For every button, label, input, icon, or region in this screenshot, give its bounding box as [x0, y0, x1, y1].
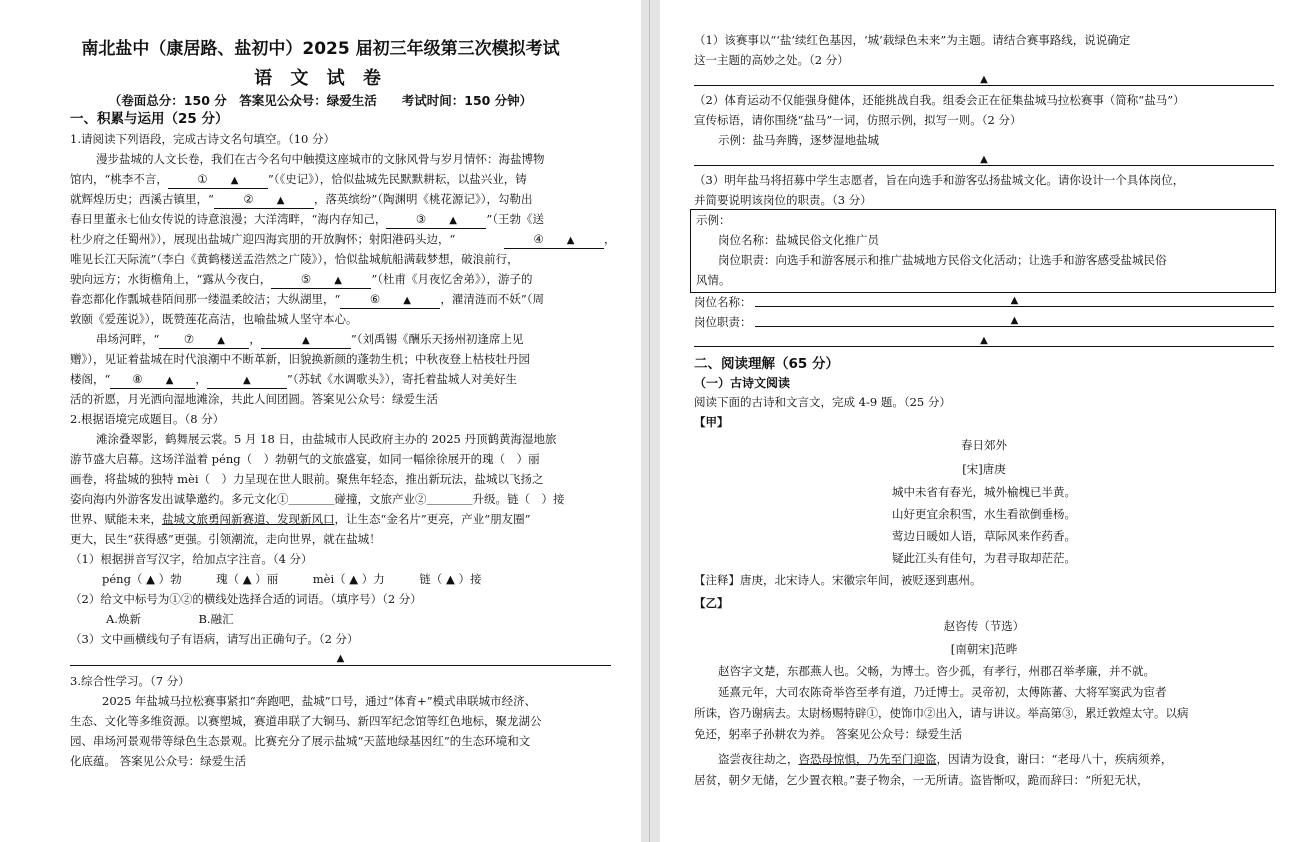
answer-mark: ▲: [980, 335, 988, 346]
q1-line: 馆内，“桃李不言， ① ▲ ”（《史记》），恰似盐城先民默默耕耘，以盐兴业，铸: [70, 171, 527, 189]
q2-line: 画卷，将盐城的独特 mèi（ ）力呈现在世人眼前。聚焦年轻态，推出新玩法，盐城以飞扬之: [70, 472, 544, 486]
answer-line[interactable]: [694, 346, 1274, 347]
blank-5[interactable]: ⑤ ▲: [271, 272, 371, 289]
q1-line: ④ ▲ ，: [504, 231, 616, 249]
q3-2-line: （2）体育运动不仅能强身健体，还能挑战自我。组委会正在征集盐城马拉松赛事（简称“盐马”）: [694, 93, 1185, 107]
answer-line[interactable]: [70, 665, 611, 666]
blank-7b[interactable]: ▲: [261, 332, 351, 349]
q2-line: 世界、赋能未来，盐城文旅勇闯新赛道、发现新风口，让生态“金名片”更亮，产业“朋友圈”: [70, 512, 531, 526]
q2-sub3: （3）文中画横线句子有语病，请写出正确句子。（2 分）: [70, 632, 359, 646]
q1-line: 漫步盐城的人文长卷，我们在古今名句中触摸这座城市的文脉风骨与岁月情怀：海盐博物: [96, 152, 545, 166]
q1-line: 敦颐《爱莲说》），既赞莲花高洁，也喻盐城人坚守本心。: [70, 312, 358, 326]
post-duty-field[interactable]: [755, 326, 1274, 327]
example-label: 示例：: [696, 213, 731, 227]
poem-line: 疑此江头有佳句，为君寻取却茫茫。: [892, 551, 1076, 565]
prose-title: 赵咨传（节选）: [943, 619, 1025, 633]
poem-line: 城中未省有春光，城外榆槐已半黄。: [892, 485, 1076, 499]
answer-line[interactable]: [694, 85, 1274, 86]
q3-3-line: 并简要说明该岗位的职责。（3 分）: [694, 193, 872, 207]
q3-1-line: （1）该赛事以“‘盐’续红色基因，‘城’载绿色未来”为主题。请结合赛事路线，说说确定: [694, 33, 1131, 47]
poem-author: [宋]唐庚: [962, 462, 1006, 476]
q1-line: 驶向远方；水街檐角上，“露从今夜白， ⑤ ▲ ”（杜甫《月夜忆舍弟》），游子的: [70, 271, 533, 289]
page-gutter: [641, 0, 660, 842]
answer-mark: ▲: [980, 74, 988, 85]
prose-line: 免还，躬率子孙耕农为养。 答案见公众号：绿爱生活: [694, 727, 963, 741]
blank-8b[interactable]: ▲: [207, 372, 287, 389]
q1-line: 就辉煌历史；西溪古镇里，“ ② ▲ ，落英缤纷”（陶渊明《桃花源记》），勾勒出: [70, 191, 533, 209]
q1-line: 串场河畔，“ ⑦ ▲ ， ▲ ”（刘禹锡《酬乐天扬州初逢席上见: [96, 331, 524, 349]
right-page: [660, 0, 1305, 842]
q2-sub2: （2）给文中标号为①②的横线处选择合适的词语。（填序号）（2 分）: [70, 592, 422, 606]
q3-1-line: 这一主题的高妙之处。（2 分）: [694, 53, 849, 67]
exam-subtitle: （卷面总分：150 分 答案见公众号：绿爱生活 考试时间：150 分钟）: [108, 93, 533, 108]
exam-title: 南北盐中（康居路、盐初中）2025 届初三年级第三次模拟考试: [81, 39, 560, 59]
q2-line: 更大，民生“获得感”更强。引领潮流，走向世界，就在盐城！: [70, 532, 381, 546]
subject-title: 语 文 试 卷: [254, 68, 387, 89]
q2-line: 游节盛大启幕。这场洋溢着 péng（ ）勃朝气的文旅盛宴，如同一幅徐徐展开的瑰（ ）丽: [70, 452, 540, 466]
example-post-duty: 岗位职责：向选手和游客展示和推广盐城地方民俗文化活动；让选手和游客感受盐城民俗: [718, 253, 1167, 267]
answer-mark: ▲: [1010, 315, 1019, 326]
q1-line: 赠》），见证着盐城在时代浪潮中不断革新，旧貌换新颜的蓬勃生机；中秋夜登上枯枝牡丹园: [70, 352, 530, 366]
answer-mark: ▲: [336, 653, 345, 664]
prose-line: 赵咨字文楚，东郡燕人也。父畅，为博士。咨少孤，有孝行，州郡召举孝廉，并不就。: [718, 664, 1155, 678]
post-name-field[interactable]: [755, 306, 1274, 307]
q2-options: A.焕新 B.融汇: [106, 612, 234, 626]
example-box: [690, 209, 1276, 293]
poem-line: 莺边日暖如人语，草际风来作药香。: [892, 529, 1076, 543]
blank-2[interactable]: ② ▲: [214, 192, 314, 209]
example-post-name: 岗位名称：盐城民俗文化推广员: [718, 233, 879, 247]
prose-line: 盗尝夜往劫之，咨恐母惊惧，乃先至门迎盗，因请为设食，谢曰：“老母八十，疾病须养，: [718, 752, 1173, 766]
q1-line: 楼阁，“ ⑧ ▲ ， ▲ ”（苏轼《水调歌头》），寄托着盐城人对美好生: [70, 371, 517, 389]
text-a-label: 【甲】: [694, 415, 729, 429]
q3-line: 化底蕴。 答案见公众号：绿爱生活: [70, 754, 247, 768]
q3-2-example: 示例：盐马奔腾，逐梦湿地盐城: [718, 133, 879, 147]
q3-line: 生态、文化等多维资源。以赛塑城，赛道串联了大铜马、新四军纪念馆等红色地标，聚龙湖公: [70, 714, 542, 728]
blank-4[interactable]: ④ ▲: [504, 232, 604, 249]
prose-author: [南朝宋]范晔: [950, 642, 1018, 656]
blank-3[interactable]: ③ ▲: [386, 212, 486, 229]
answer-mark: ▲: [1010, 295, 1019, 306]
q1-line: 唯见长江天际流”（李白《黄鹤楼送孟浩然之广陵》），恰似盐城航船满载梦想，破浪前行，: [70, 252, 519, 266]
q2-sub1: （1）根据拼音写汉字，给加点字注音。（4 分）: [70, 552, 313, 566]
prose-line: 所诛，咨乃谢病去。太尉杨赐特辟①，使饰巾②出入，请与讲议。举高第③，累迁敦煌太守。以病: [694, 706, 1189, 720]
reading-stem: 阅读下面的古诗和文言文，完成 4-9 题。（25 分）: [694, 395, 951, 409]
answer-line[interactable]: [694, 165, 1274, 166]
section-2-heading: 二、阅读理解（65 分）: [694, 356, 839, 372]
q1-line: 杜少府之任蜀州》），展现出盐城广迎四海宾朋的开放胸怀；射阳港码头边，“: [70, 232, 456, 246]
answer-mark: ▲: [980, 154, 988, 165]
example-post-duty: 风情。: [696, 273, 731, 287]
blank-7a[interactable]: ⑦ ▲: [159, 332, 249, 349]
q3-3-line: （3）明年盐马将招募中学生志愿者，旨在向选手和游客弘扬盐城文化。请你设计一个具体岗位，: [694, 173, 1185, 187]
post-name-label: 岗位名称：: [694, 295, 752, 309]
q2-line: 姿向海内外游客发出诚挚邀约。多元文化①＿＿＿＿碰撞，文旅产业②＿＿＿＿升级。链（ ）接: [70, 492, 565, 506]
poem-title: 春日郊外: [961, 438, 1007, 452]
q3-2-line: 宣传标语，请你围绕“盐马”一词，仿照示例，拟写一则。（2 分）: [694, 113, 1022, 127]
q2-line: 滩涂叠翠影，鹤舞展云裳。5 月 18 日，由盐城市人民政府主办的 2025 丹顶鹤黄海湿地旅: [96, 432, 557, 446]
prose-line: 居贫，朝夕无储，乞少置衣粮。”妻子物余，一无所请。盗皆惭叹，跪而辞曰：“所犯无状，: [694, 773, 1149, 787]
left-page: [0, 0, 641, 842]
blank-1[interactable]: ① ▲: [168, 172, 268, 189]
q3-line: 园、串场河景观带等绿色生态景观。比赛充分了展示盐城“天蓝地绿基因红”的生态环境和文: [70, 734, 531, 748]
q1-stem: 1.请阅读下列语段，完成古诗文名句填空。（10 分）: [70, 132, 336, 146]
post-duty-label: 岗位职责：: [694, 315, 752, 329]
q2-pinyin-row: péng（ ▲ ）勃 瑰（ ▲ ）丽 mèi（ ▲ ）力 链（ ▲ ）接: [102, 572, 482, 586]
poem-line: 山好更宜余积雪，水生看欲倒垂杨。: [892, 507, 1076, 521]
blank-8a[interactable]: ⑧ ▲: [110, 372, 195, 389]
prose-line: 延熹元年，大司农陈奇举咨至孝有道，乃迁博士。灵帝初，太傅陈蕃、大将军窦武为宦者: [718, 685, 1167, 699]
q1-line: 春日里董永七仙女传说的诗意浪漫；大洋湾畔，“海内存知己， ③ ▲ ”（王勃《送: [70, 211, 544, 229]
blank-6[interactable]: ⑥ ▲: [340, 292, 440, 309]
q1-line: 活的祈愿，月光洒向湿地滩涂，共此人间团圆。答案见公众号：绿爱生活: [70, 392, 438, 406]
q1-line: 眷恋都化作瓢城巷陌间那一缕温柔皎洁；大纵湖里，“ ⑥ ▲ ，濯清涟而不妖”（周: [70, 291, 544, 309]
q3-line: 2025 年盐城马拉松赛事紧扣“奔跑吧，盐城”口号，通过“体育+”模式串联城市经济、: [102, 694, 537, 708]
q3-stem: 3.综合性学习。（7 分）: [70, 674, 190, 688]
subsection-heading: （一）古诗文阅读: [694, 376, 791, 390]
gutter-divider: [649, 0, 650, 842]
poem-note: 【注释】唐庚，北宋诗人。宋徽宗年间，被贬逐到惠州。: [694, 573, 982, 587]
text-b-label: 【乙】: [694, 596, 729, 610]
section-1-heading: 一、积累与运用（25 分）: [70, 111, 229, 127]
q2-stem: 2.根据语境完成题目。（8 分）: [70, 412, 225, 426]
